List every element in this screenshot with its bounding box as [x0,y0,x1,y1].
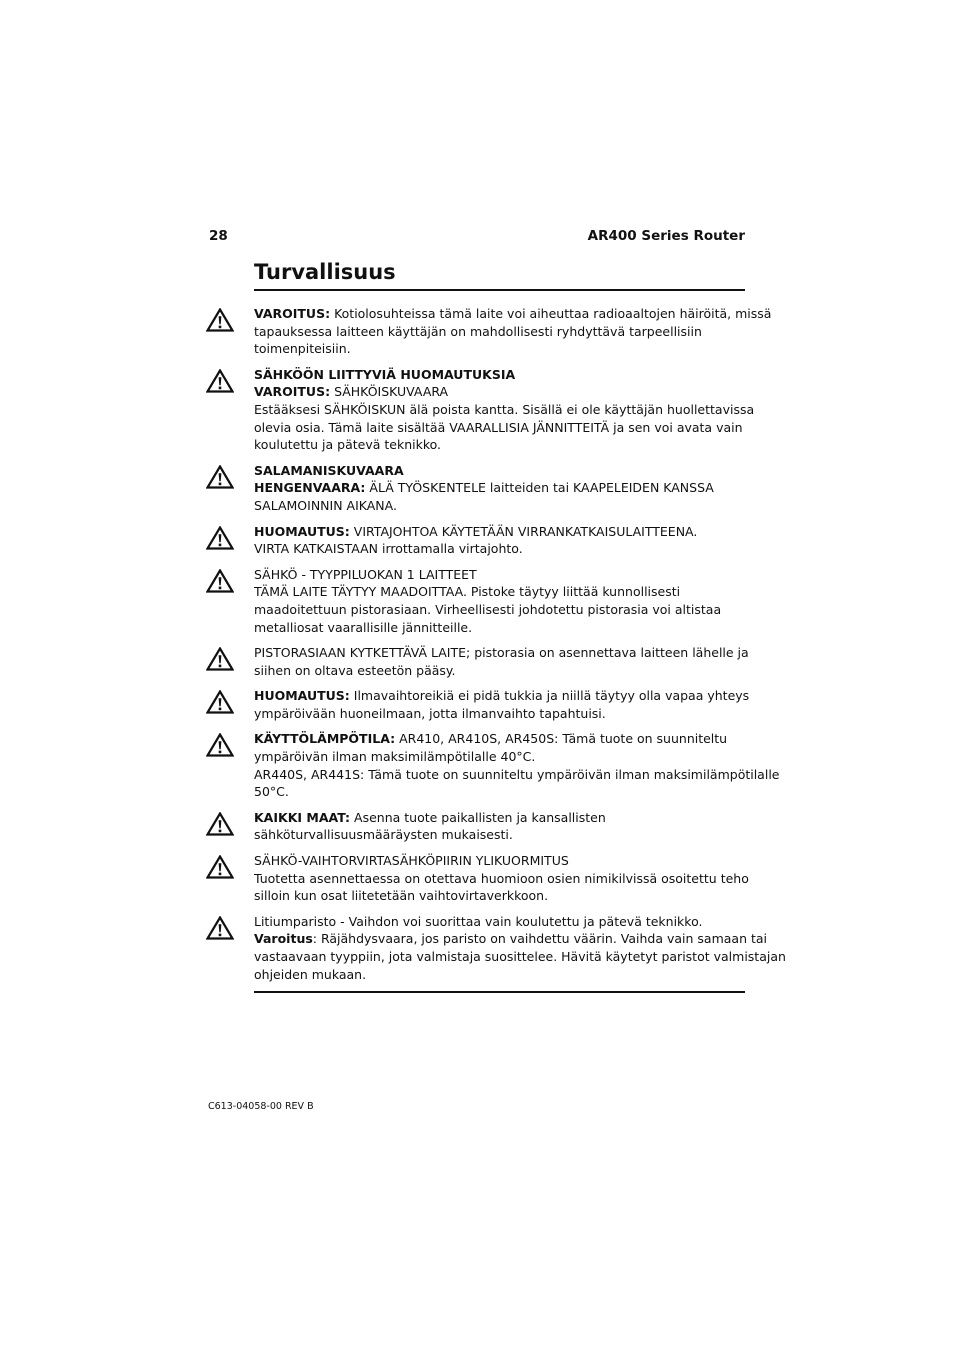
section-end-divider [254,991,745,993]
text-run: SÄHKÖISKUVAARA [330,384,449,400]
warning-item [206,566,745,636]
text-run: ohjeiden mukaan. [254,966,367,982]
text-line [254,419,745,437]
warning-triangle-icon [206,916,234,940]
text-line [254,766,780,784]
bold-label: HUOMAUTUS: [254,688,350,704]
text-run: toimenpiteisiin. [254,341,351,357]
bold-label: VAROITUS: [254,384,331,400]
text-line [254,523,745,541]
text-run: Asenna tuote paikallisten ja kansallisten [350,809,606,825]
warning-item [206,644,749,679]
text-line [254,462,745,480]
text-line [254,930,767,948]
text-run: sähköturvallisuusmääräysten mukaisesti. [254,827,513,843]
text-run: AR410, AR410S, AR450S: Tämä tuote on suunniteltu [395,731,728,747]
text-line [254,479,745,497]
warning-text [254,913,786,983]
warning-item [206,523,745,558]
warning-text [254,523,745,558]
bold-label: VAROITUS: [254,306,331,321]
text-run: koulutettu ja pätevä teknikko. [254,437,442,453]
text-line [254,644,749,662]
text-line [254,748,745,766]
text-run: PISTORASIAAN KYTKETTÄVÄ LAITE; pistorasia on asennettava laitteen lähelle ja [254,645,749,661]
warning-item [206,305,772,358]
warning-triangle-icon [206,855,234,879]
warning-triangle-icon [206,465,234,489]
warning-item [206,366,755,454]
text-run: Ilmavaihtoreikiä ei pidä tukkia ja niillä täytyy olla vapaa yhteys [349,688,750,704]
text-line [254,619,745,637]
warning-text [254,852,749,905]
text-line [254,809,745,827]
warning-triangle-icon [206,647,234,671]
bold-label: KÄYTTÖLÄMPÖTILA: [254,731,396,747]
warning-triangle-icon [206,526,234,550]
text-line [254,966,745,984]
text-line [254,662,745,680]
text-line [254,783,745,801]
warning-text [254,305,772,358]
text-line [254,566,745,584]
text-run: siihen on oltava esteetön pääsy. [254,662,456,678]
text-line [254,583,745,601]
text-line [254,340,745,358]
text-line [254,497,745,515]
text-line [254,601,745,619]
text-run: tapauksessa laitteen käyttäjän on mahdollisesti ryhdyttävä tarpeellisiin [254,323,702,339]
bold-label: Varoitus [254,931,313,947]
warning-text [254,730,780,800]
text-run: Tuotetta asennettaessa on otettava huomioon osien nimikilvissä osoitettu teho [254,870,749,886]
text-line [254,323,745,341]
warning-triangle-icon [206,812,234,836]
warning-item [206,687,750,722]
text-run: ympäröivään huoneilmaan, jotta ilmanvaihto tapahtuisi. [254,705,606,721]
warning-text [254,809,745,844]
text-run: SÄHKÖ-VAIHTORVIRTASÄHKÖPIIRIN YLIKUORMITUS [254,853,569,869]
text-line [254,383,745,401]
text-run: 50°C. [254,784,289,800]
bold-label: HENGENVAARA: [254,480,366,496]
text-run: TÄMÄ LAITE TÄYTYY MAADOITTAA. Pistoke täytyy liittää kunnollisesti [254,584,681,600]
text-line [254,366,745,384]
text-line [254,705,745,723]
bold-label: SÄHKÖÖN LIITTYVIÄ HUOMAUTUKSIA [254,366,516,382]
text-line [254,305,772,323]
warning-item [206,730,780,800]
warning-item [206,462,745,515]
text-run: maadoitettuun pistorasiaan. Virheellisesti johdotettu pistorasia voi altistaa [254,601,722,617]
warning-text [254,566,745,636]
warning-triangle-icon [206,569,234,593]
text-run: SÄHKÖ - TYYPPILUOKAN 1 LAITTEET [254,566,477,582]
text-run: Estääksesi SÄHKÖISKUN älä poista kantta. Sisällä ei ole käyttäjän huollettavissa [254,401,755,417]
text-run: Kotiolosuhteissa tämä laite voi aiheuttaa radioaaltojen häiröitä, missä [330,306,772,321]
text-run: ÄLÄ TYÖSKENTELE laitteiden tai KAAPELEIDEN KANSSA [365,480,714,496]
warning-text [254,462,745,515]
text-run: : Räjähdysvaara, jos paristo on vaihdettu väärin. Vaihda vain samaan tai [312,931,767,947]
section-title: Turvallisuus [254,259,745,291]
text-line [254,401,755,419]
running-title: AR400 Series Router [587,228,745,244]
warning-text [254,644,749,679]
warning-triangle-icon [206,308,234,332]
text-run: silloin kun osat liitetetään vaihtovirtaverkkoon. [254,888,549,904]
text-run: olevia osia. Tämä laite sisältää VAARALLISIA JÄNNITTEITÄ ja sen voi avata vain [254,419,743,435]
warning-item [206,913,786,983]
text-line [254,887,745,905]
warning-triangle-icon [206,369,234,393]
text-line [254,730,745,748]
text-run: AR440S, AR441S: Tämä tuote on suunniteltu ympäröivän ilman maksimilämpötilalle [254,766,780,782]
text-run: ympäröivän ilman maksimilämpötilalle 40°C. [254,749,536,765]
warning-text [254,366,755,454]
text-line [254,436,745,454]
warning-text [254,687,750,722]
text-line [254,948,786,966]
text-line [254,540,745,558]
text-line [254,852,745,870]
warning-item [206,809,745,844]
text-line [254,870,749,888]
text-run: VIRTAJOHTOA KÄYTETÄÄN VIRRANKATKAISULAITTEENA. [349,523,698,539]
bold-label: HUOMAUTUS: [254,523,350,539]
bold-label: KAIKKI MAAT: [254,809,351,825]
text-line [254,687,750,705]
text-run: VIRTA KATKAISTAAN irrottamalla virtajohto. [254,541,523,557]
page-number: 28 [209,228,228,244]
warning-triangle-icon [206,733,234,757]
text-run: metalliosat vaarallisille jännitteille. [254,619,473,635]
text-run: Litiumparisto - Vaihdon voi suorittaa vain koulutettu ja pätevä teknikko. [254,913,703,929]
warning-item [206,852,749,905]
text-line [254,913,745,931]
text-line [254,826,745,844]
document-code: C613-04058-00 REV B [208,1101,314,1112]
text-run: vastaavaan tyyppiin, jota valmistaja suosittelee. Hävitä käytetyt paristot valmistajan [254,949,786,964]
warning-triangle-icon [206,690,234,714]
bold-label: SALAMANISKUVAARA [254,462,404,478]
text-run: SALAMOINNIN AIKANA. [254,497,397,513]
warning-list [206,305,786,991]
